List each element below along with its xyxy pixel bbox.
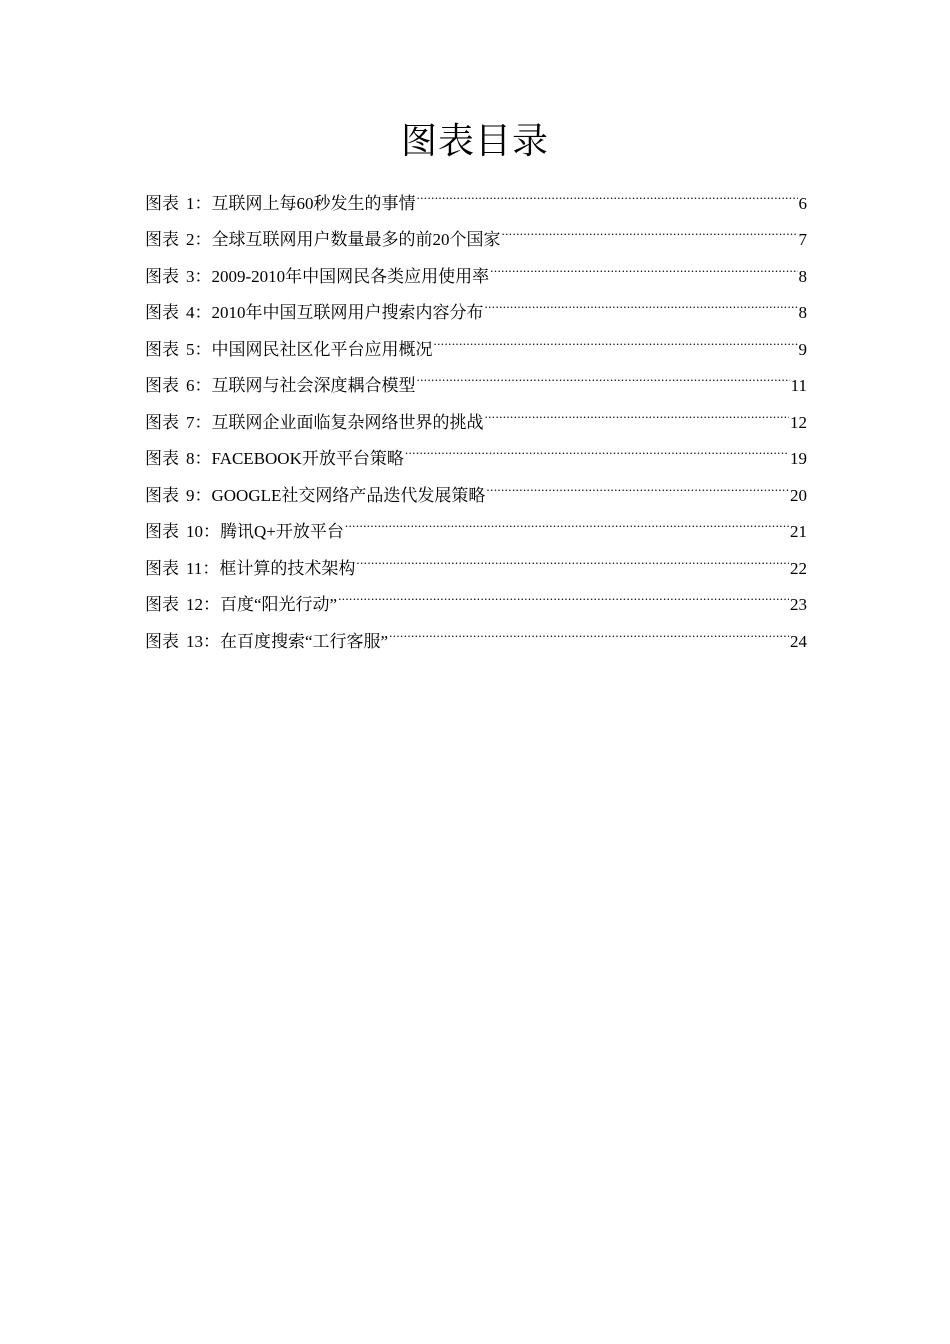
entry-number: 9 <box>186 485 195 505</box>
entry-title: 互联网与社会深度耦合模型 <box>211 376 416 395</box>
entry-colon: ： <box>194 412 212 432</box>
dot-leader <box>486 464 789 501</box>
entry-title: 腾讯Q+开放平台 <box>220 522 344 541</box>
entry-label <box>145 405 212 442</box>
entry-prefix: 图表 <box>145 376 179 395</box>
toc-list <box>145 172 807 651</box>
entry-number: 10 <box>186 522 203 541</box>
entry-colon: ： <box>194 376 212 395</box>
entry-number: 5 <box>186 339 195 359</box>
entry-prefix: 图表 <box>145 339 179 359</box>
entry-label <box>145 587 220 624</box>
toc-entry[interactable] <box>145 172 807 213</box>
entry-page-number: 21 <box>790 522 807 541</box>
entry-title: 互联网企业面临复杂网络世界的挑战 <box>211 412 484 432</box>
entry-label <box>145 368 212 405</box>
entry-title: 在百度搜索“工行客服” <box>220 631 389 651</box>
entry-title: 中国网民社区化平台应用概况 <box>211 339 433 359</box>
entry-title: 框计算的技术架构 <box>219 558 356 578</box>
dot-leader <box>502 209 798 246</box>
entry-number: 2 <box>186 230 195 249</box>
entry-number: 6 <box>186 376 195 395</box>
entry-title: 全球互联网用户数量最多的前20个国家 <box>211 230 501 249</box>
entry-title: 互联网上每60秒发生的事情 <box>211 193 416 213</box>
entry-page-number: 11 <box>790 376 807 395</box>
entry-label <box>145 186 212 223</box>
entry-colon: ： <box>203 631 220 651</box>
entry-prefix: 图表 <box>145 449 179 468</box>
entry-page-number: 8 <box>798 303 807 322</box>
dot-leader <box>485 391 790 428</box>
dot-leader <box>356 537 789 574</box>
entry-label <box>145 441 212 478</box>
dot-leader <box>338 574 789 611</box>
dot-leader <box>485 282 798 319</box>
entry-label <box>145 624 220 661</box>
entry-colon: ： <box>203 522 220 541</box>
entry-prefix: 图表 <box>145 631 179 651</box>
entry-number: 3 <box>186 266 195 286</box>
entry-prefix: 图表 <box>145 522 179 541</box>
entry-number: 7 <box>186 412 195 432</box>
dot-leader <box>405 428 789 465</box>
dot-leader <box>417 172 798 209</box>
dot-leader <box>389 610 789 647</box>
entry-colon: ： <box>194 193 212 213</box>
entry-page-number: 20 <box>790 485 807 505</box>
entry-colon: ： <box>202 558 220 578</box>
entry-prefix: 图表 <box>145 193 179 213</box>
entry-label <box>145 332 212 369</box>
entry-page-number: 19 <box>790 449 807 468</box>
entry-label <box>145 551 219 588</box>
entry-label <box>145 478 212 515</box>
entry-number: 4 <box>186 303 195 322</box>
entry-label <box>145 259 212 296</box>
entry-colon: ： <box>194 449 212 468</box>
entry-title: FACEBOOK开放平台策略 <box>211 449 404 468</box>
entry-prefix: 图表 <box>145 558 179 578</box>
entry-prefix: 图表 <box>145 266 179 286</box>
dot-leader <box>434 318 798 355</box>
entry-prefix: 图表 <box>145 230 179 249</box>
entry-page-number: 7 <box>798 230 807 249</box>
entry-title: 2010年中国互联网用户搜索内容分布 <box>211 303 484 322</box>
entry-number: 1 <box>186 193 195 213</box>
entry-page-number: 23 <box>790 595 807 614</box>
entry-number: 13 <box>186 631 203 651</box>
entry-prefix: 图表 <box>145 412 179 432</box>
dot-leader <box>490 245 797 282</box>
entry-number: 8 <box>186 449 195 468</box>
entry-prefix: 图表 <box>145 595 179 614</box>
entry-number: 12 <box>186 595 203 614</box>
entry-colon: ： <box>194 339 212 359</box>
entry-colon: ： <box>194 230 212 249</box>
entry-number: 11 <box>186 558 203 578</box>
entry-colon: ： <box>194 303 212 322</box>
dot-leader <box>345 501 789 538</box>
entry-label <box>145 295 212 332</box>
entry-title: 2009-2010年中国网民各类应用使用率 <box>211 266 490 286</box>
entry-page-number: 8 <box>798 266 807 286</box>
entry-page-number: 6 <box>798 193 807 213</box>
entry-title: 百度“阳光行动” <box>220 595 338 614</box>
entry-title: GOOGLE社交网络产品迭代发展策略 <box>211 485 486 505</box>
page-title: 图表目录 <box>400 121 549 162</box>
entry-label <box>145 514 220 551</box>
entry-page-number: 12 <box>790 412 807 432</box>
dot-leader <box>417 355 790 392</box>
entry-label <box>145 222 212 259</box>
entry-prefix: 图表 <box>145 485 179 505</box>
entry-prefix: 图表 <box>145 303 179 322</box>
entry-colon: ： <box>194 485 212 505</box>
entry-page-number: 24 <box>790 631 807 651</box>
entry-colon: ： <box>203 595 220 614</box>
entry-page-number: 9 <box>798 339 807 359</box>
entry-colon: ： <box>194 266 212 286</box>
entry-page-number: 22 <box>790 558 807 578</box>
